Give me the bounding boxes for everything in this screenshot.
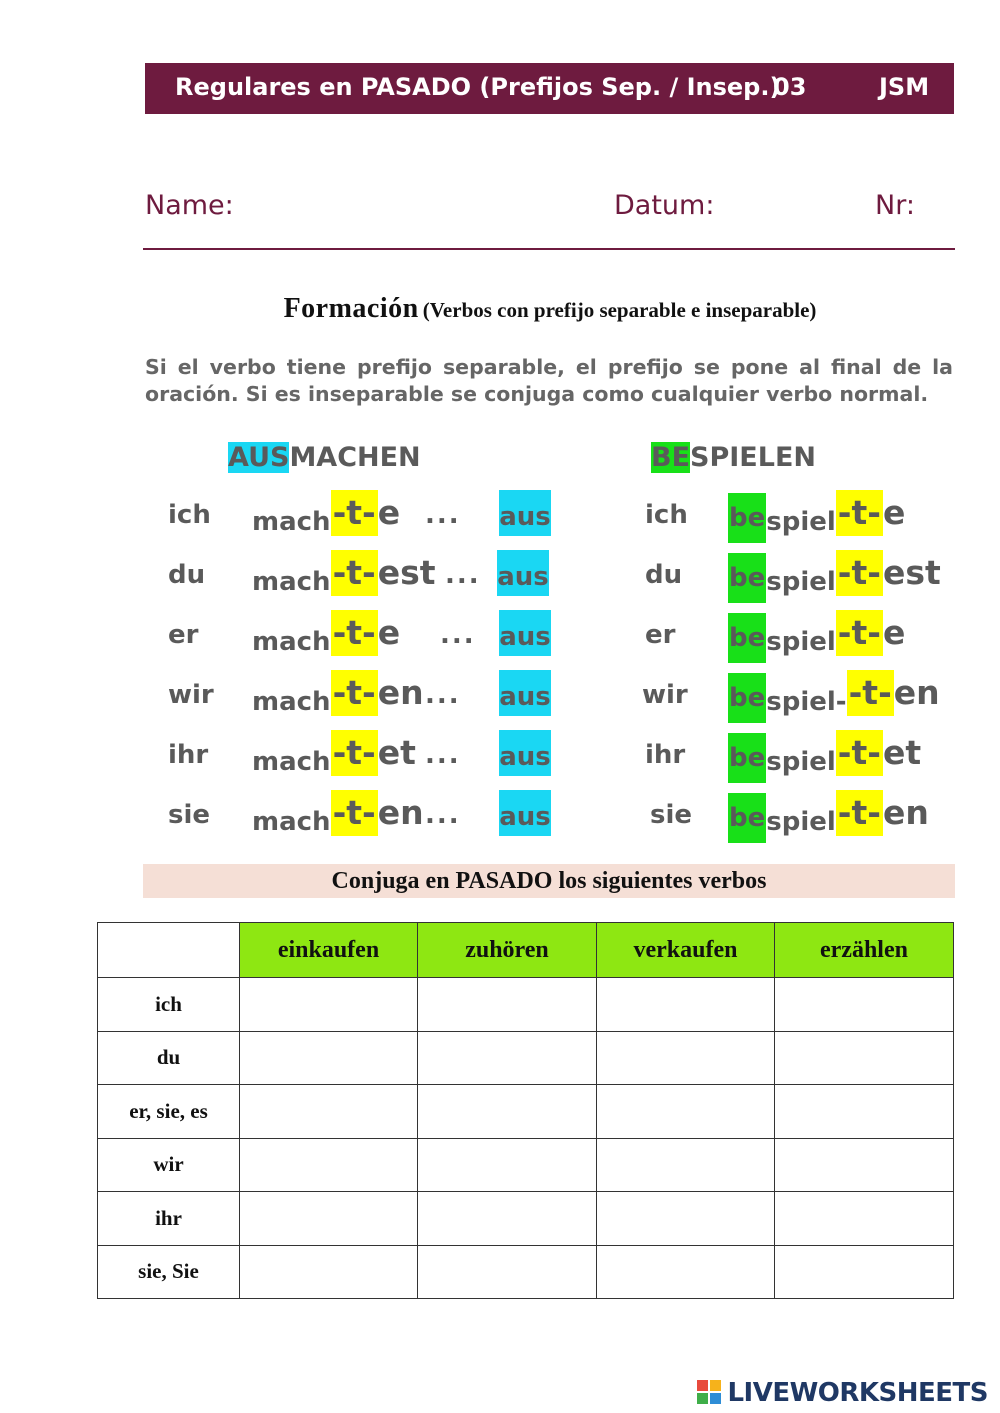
answer-cell[interactable] <box>597 1192 775 1246</box>
answer-cell[interactable] <box>240 1031 418 1085</box>
pronoun: wir <box>642 680 688 710</box>
logo-text: LIVEWORKSHEETS <box>727 1378 988 1408</box>
table-row <box>98 1085 954 1139</box>
pronoun: sie <box>168 800 211 830</box>
answer-cell[interactable] <box>240 1192 418 1246</box>
pronoun-cell: ihr <box>98 1192 240 1246</box>
separated-prefix: aus <box>499 490 551 536</box>
inseparable-row <box>0 730 990 780</box>
verb-header: erzählen <box>775 923 954 978</box>
pronoun: ich <box>645 500 688 530</box>
conjugated-form <box>728 490 905 541</box>
answer-cell[interactable] <box>240 1085 418 1139</box>
verb-stem: spiel- <box>766 687 847 717</box>
pronoun: sie <box>650 800 693 830</box>
pronoun: er <box>645 620 676 650</box>
table-row <box>98 1138 954 1192</box>
pronoun: wir <box>168 680 214 710</box>
verb-ending: en <box>377 673 424 712</box>
inseparable-prefix-lower: be <box>728 733 766 783</box>
tense-marker: -t- <box>836 610 883 656</box>
verb-header: einkaufen <box>240 923 418 978</box>
tense-marker: -t- <box>331 670 378 716</box>
pronoun-cell: du <box>98 1031 240 1085</box>
inseparable-prefix-lower: be <box>728 673 766 723</box>
pronoun: du <box>168 560 206 590</box>
conjugated-form <box>728 730 921 781</box>
answer-cell[interactable] <box>240 978 418 1032</box>
inseparable-prefix-lower: be <box>728 793 766 843</box>
exercise-instruction: Conjuga en PASADO los siguientes verbos <box>143 864 955 898</box>
inseparable-row <box>0 490 990 540</box>
tense-marker: -t- <box>331 730 378 776</box>
tense-marker: -t- <box>331 550 378 596</box>
separable-prefix: AUS <box>228 442 290 473</box>
tense-marker: -t- <box>331 790 378 836</box>
conjugated-form <box>728 550 941 601</box>
verb-ending: et <box>377 733 416 772</box>
liveworksheets-mark-icon <box>697 1380 723 1406</box>
name-label: Name: <box>145 190 234 221</box>
ellipsis: ... <box>445 560 481 590</box>
verb-ending: est <box>377 553 436 592</box>
verb-ending: e <box>377 613 401 652</box>
verb-ending: en <box>882 793 929 832</box>
inseparable-prefix: BE <box>651 442 691 473</box>
answer-cell[interactable] <box>597 1245 775 1299</box>
answer-cell[interactable] <box>775 1245 954 1299</box>
verb-stem: mach <box>252 567 331 597</box>
title-banner <box>145 63 954 114</box>
verb-ending: en <box>893 673 940 712</box>
tense-marker: -t- <box>847 670 894 716</box>
worksheet-number: 03 <box>773 73 807 101</box>
conjugated-form <box>728 610 905 661</box>
conjugated-form <box>728 670 940 721</box>
answer-cell[interactable] <box>775 1085 954 1139</box>
nr-label: Nr: <box>875 190 915 221</box>
answer-cell[interactable] <box>597 1085 775 1139</box>
answer-cell[interactable] <box>418 978 597 1032</box>
pronoun-cell: ich <box>98 978 240 1032</box>
verb-stem: spiel <box>766 507 836 537</box>
inseparable-prefix-lower: be <box>728 613 766 663</box>
pronoun: er <box>168 620 199 650</box>
ellipsis: ... <box>425 680 461 710</box>
verb-stem: mach <box>252 747 331 777</box>
liveworksheets-logo <box>697 1378 988 1408</box>
answer-cell[interactable] <box>418 1085 597 1139</box>
worksheet-author: JSM <box>879 73 930 101</box>
conjugated-form <box>728 790 929 841</box>
conjugation-table <box>97 922 954 1299</box>
pronoun-cell: wir <box>98 1138 240 1192</box>
table-corner-cell <box>98 923 240 978</box>
verb-ending: en <box>377 793 424 832</box>
verb-ending: e <box>882 613 906 652</box>
tense-marker: -t- <box>836 550 883 596</box>
verb-ending: et <box>882 733 922 772</box>
ellipsis: ... <box>425 500 461 530</box>
tense-marker: -t- <box>331 490 378 536</box>
inseparable-verb-heading <box>651 442 816 473</box>
pronoun-cell: er, sie, es <box>98 1085 240 1139</box>
inseparable-row <box>0 790 990 840</box>
tense-marker: -t- <box>331 610 378 656</box>
pronoun: ich <box>168 500 211 530</box>
formacion-subtitle: (Verbos con prefijo separable e inseparable) <box>422 298 817 322</box>
answer-cell[interactable] <box>240 1245 418 1299</box>
tense-marker: -t- <box>836 490 883 536</box>
verb-ending: est <box>882 553 941 592</box>
pronoun: ihr <box>645 740 686 770</box>
formacion-heading <box>0 293 1000 325</box>
separable-rest: MACHEN <box>289 442 421 473</box>
answer-cell[interactable] <box>597 978 775 1032</box>
worksheet-title: Regulares en PASADO (Prefijos Sep. / Insep.) <box>175 73 781 101</box>
answer-cell[interactable] <box>597 1138 775 1192</box>
inseparable-row <box>0 670 990 720</box>
separated-prefix: aus <box>499 610 551 656</box>
answer-cell[interactable] <box>418 1192 597 1246</box>
verb-ending: e <box>377 493 401 532</box>
verb-stem: mach <box>252 507 331 537</box>
verb-stem: mach <box>252 627 331 657</box>
pronoun: ihr <box>168 740 209 770</box>
ellipsis: ... <box>440 620 476 650</box>
verb-header: zuhören <box>418 923 597 978</box>
tense-marker: -t- <box>836 790 883 836</box>
inseparable-prefix-lower: be <box>728 493 766 543</box>
ellipsis: ... <box>425 740 461 770</box>
answer-cell[interactable] <box>775 1031 954 1085</box>
table-row <box>98 1031 954 1085</box>
table-row <box>98 1245 954 1299</box>
pronoun: du <box>645 560 683 590</box>
date-label: Datum: <box>614 190 715 221</box>
ellipsis: ... <box>425 800 461 830</box>
separable-verb-heading <box>228 442 421 473</box>
answer-cell[interactable] <box>775 1138 954 1192</box>
answer-cell[interactable] <box>597 1031 775 1085</box>
formacion-title: Formación <box>283 293 419 324</box>
inseparable-rest: SPIELEN <box>690 442 817 473</box>
answer-cell[interactable] <box>418 1138 597 1192</box>
name-underline <box>143 248 955 250</box>
verb-stem: spiel <box>766 807 836 837</box>
formacion-explanation: Si el verbo tiene prefijo separable, el prefijo se pone al final de la oración. Si es inseparable se conjuga como cualquier verbo normal. <box>145 355 953 406</box>
answer-cell[interactable] <box>775 1192 954 1246</box>
table-header-row <box>98 923 954 978</box>
verb-stem: spiel <box>766 747 836 777</box>
separated-prefix: aus <box>497 550 549 596</box>
table-row <box>98 978 954 1032</box>
pronoun-cell: sie, Sie <box>98 1245 240 1299</box>
separated-prefix: aus <box>499 670 551 716</box>
table-row <box>98 1192 954 1246</box>
verb-stem: mach <box>252 807 331 837</box>
verb-ending: e <box>882 493 906 532</box>
verb-stem: spiel <box>766 627 836 657</box>
inseparable-row <box>0 610 990 660</box>
answer-cell[interactable] <box>418 1245 597 1299</box>
answer-cell[interactable] <box>240 1138 418 1192</box>
answer-cell[interactable] <box>775 978 954 1032</box>
separated-prefix: aus <box>499 730 551 776</box>
inseparable-row <box>0 550 990 600</box>
separated-prefix: aus <box>499 790 551 836</box>
tense-marker: -t- <box>836 730 883 776</box>
inseparable-prefix-lower: be <box>728 553 766 603</box>
answer-cell[interactable] <box>418 1031 597 1085</box>
verb-stem: mach <box>252 687 331 717</box>
verb-stem: spiel <box>766 567 836 597</box>
verb-header: verkaufen <box>597 923 775 978</box>
